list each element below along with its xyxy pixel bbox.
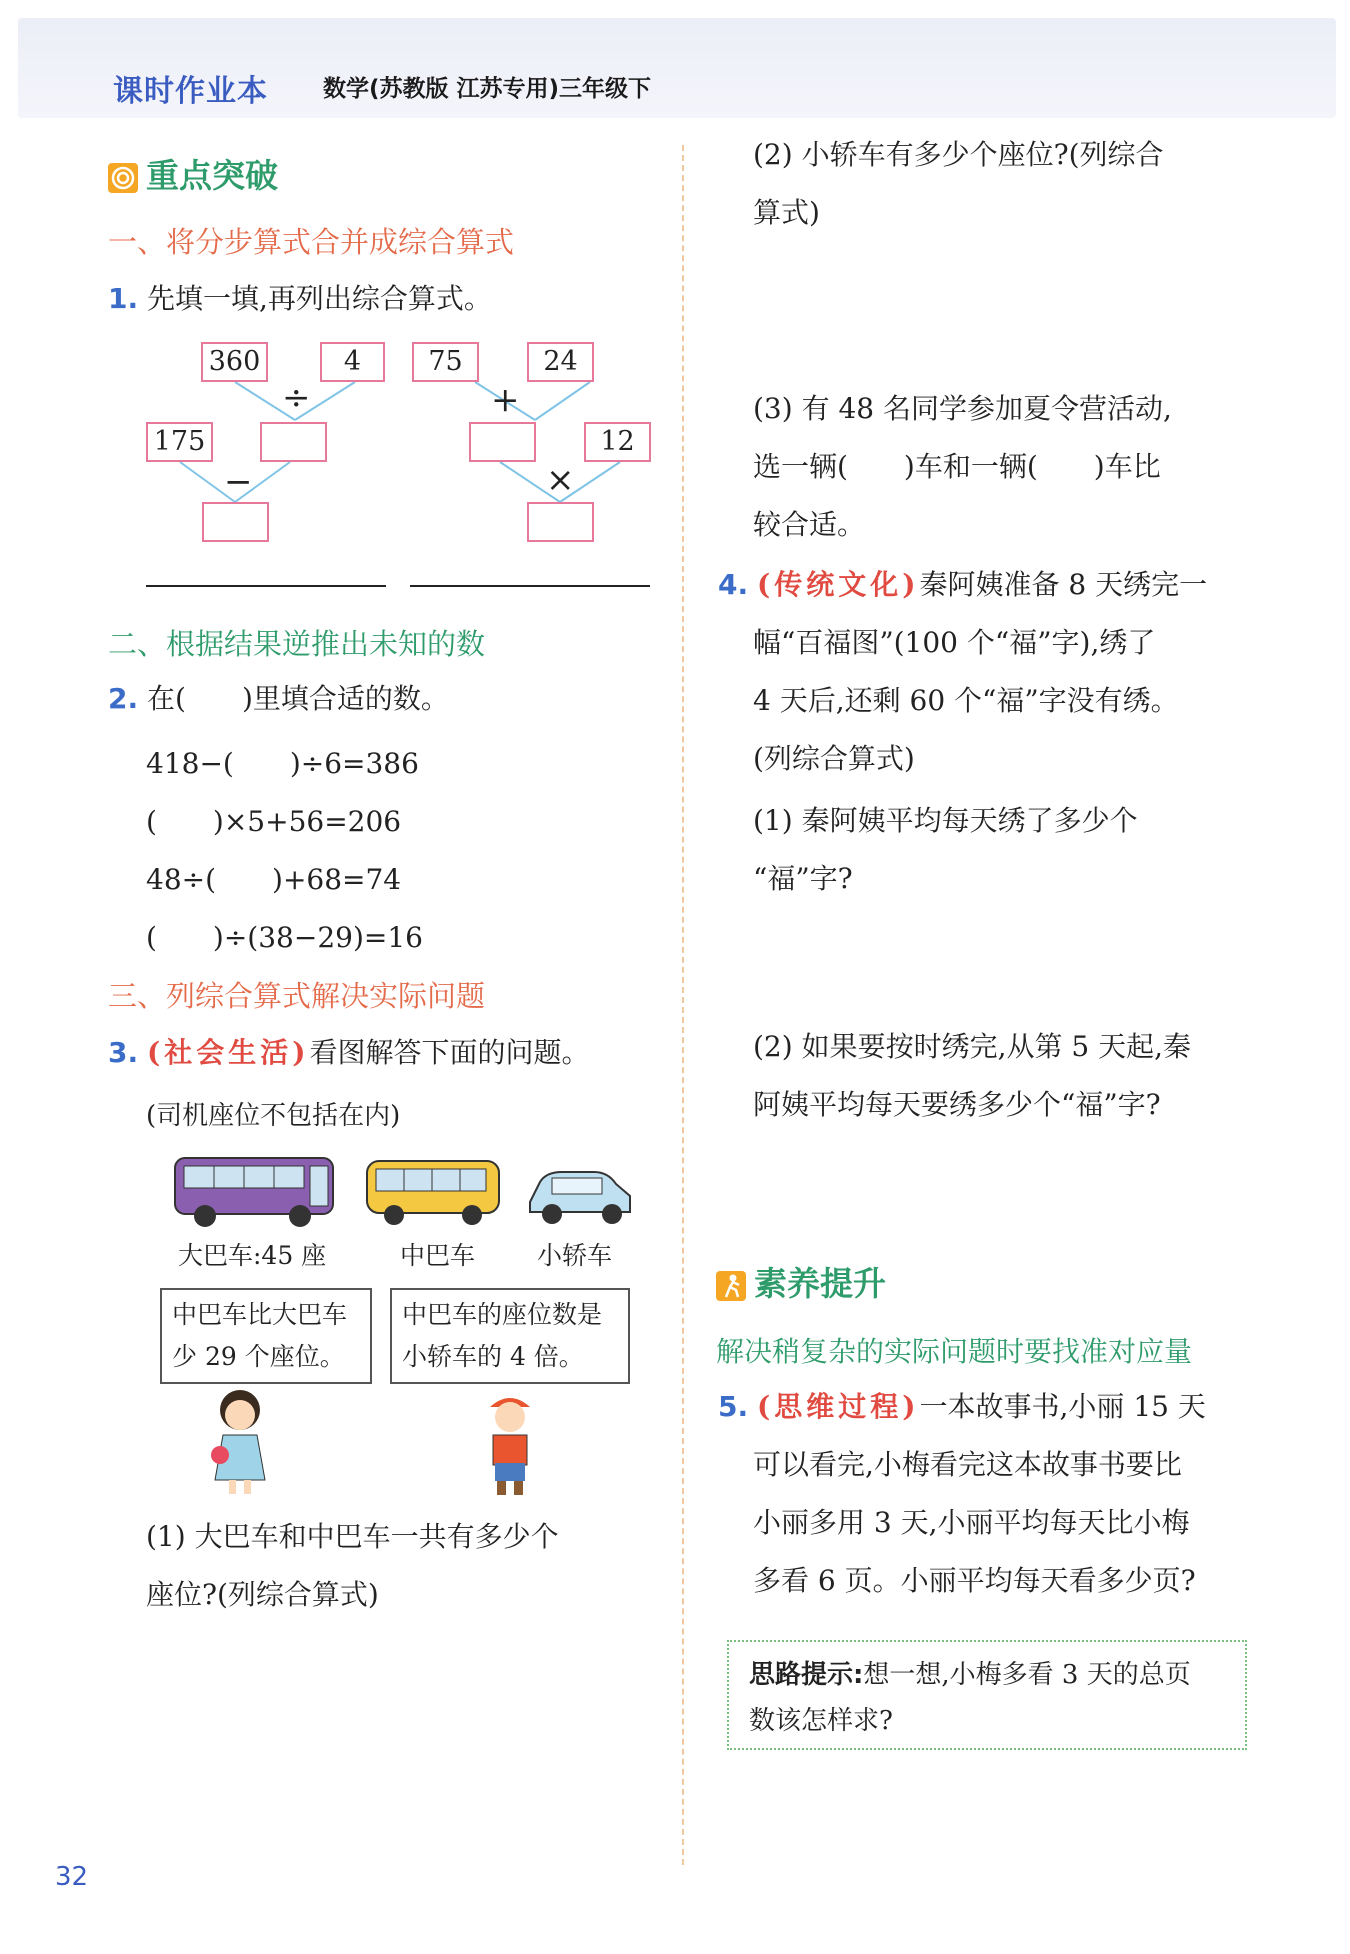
bubble-line: 小轿车的 4 倍。 [402,1342,584,1371]
number-box: 75 [412,342,479,382]
section-subheading: 解决稍复杂的实际问题时要找准对应量 [716,1335,1193,1368]
answer-box[interactable] [260,422,327,462]
number-box: 175 [146,422,213,462]
number-box: 4 [320,342,385,382]
bubble-line: 少 29 个座位。 [172,1342,345,1371]
question-text: 在( )里填合适的数。 [147,682,449,715]
operator: × [546,460,575,500]
question-4-1 [753,792,1138,908]
question-line: (3) 有 48 名同学参加夏令营活动, [753,392,1172,425]
question-1 [108,270,492,328]
vehicle-label-minibus: 中巴车 [400,1241,476,1270]
question-line: (2) 小轿车有多少个座位?(列综合 [753,138,1164,171]
operator: ÷ [282,378,311,418]
page-header [18,18,1336,118]
question-line: 座位?(列综合算式) [146,1578,379,1611]
number-box: 12 [584,422,651,462]
question-line: (1) 大巴车和中巴车一共有多少个 [146,1520,559,1553]
question-line: 一本故事书,小丽 15 天 [919,1390,1206,1423]
runner-icon [716,1271,746,1301]
car-icon [522,1160,637,1230]
speech-bubble-girl [160,1288,372,1384]
question-text: 先填一填,再列出综合算式。 [147,282,492,315]
book-brand: 课时作业本 [113,74,268,109]
question-line: 算式) [753,196,820,229]
part-heading-1: 一、将分步算式合并成综合算式 [108,225,515,259]
answer-box[interactable] [527,502,594,542]
equation-line[interactable]: ( )×5+56=206 [146,805,402,838]
vehicle-label-bus: 大巴车:45 座 [178,1241,327,1270]
column-divider [682,145,684,1865]
equation-line[interactable]: 48÷( )+68=74 [146,863,402,896]
question-line: 多看 6 页。小丽平均每天看多少页? [753,1564,1196,1597]
question-line: 4 天后,还剩 60 个“福”字没有绣。 [753,684,1179,717]
question-line: “福”字? [753,862,853,895]
operator: − [224,462,253,502]
question-number: 1. [108,282,139,315]
girl-icon [205,1385,275,1500]
question-2 [108,670,449,728]
question-4 [718,556,1278,788]
section-title: 重点突破 [146,156,278,195]
part-heading-2: 二、根据结果逆推出未知的数 [108,627,486,661]
question-tag: (思维过程) [757,1390,920,1423]
number-box: 360 [201,342,268,382]
spiral-icon [108,163,138,193]
page-number: 32 [55,1862,89,1892]
boy-icon [475,1385,545,1500]
book-subtitle: 数学(苏教版 江苏专用)三年级下 [323,76,652,102]
hint-box [727,1640,1247,1750]
question-line: 小丽多用 3 天,小丽平均每天比小梅 [753,1506,1190,1539]
minibus-icon [362,1155,507,1230]
question-line: 幅“百福图”(100 个“福”字),绣了 [753,626,1156,659]
question-3 [108,1024,590,1082]
question-text: 看图解答下面的问题。 [309,1036,590,1069]
question-note: (司机座位不包括在内) [146,1101,401,1131]
operator: + [491,380,520,420]
answer-line[interactable] [146,585,386,587]
question-line: (列综合算式) [753,742,915,775]
hint-label: 思路提示: [749,1660,864,1690]
question-line: 阿姨平均每天要绣多少个“福”字? [753,1088,1161,1121]
question-line: 可以看完,小梅看完这本故事书要比 [753,1448,1182,1481]
question-5 [718,1378,1278,1610]
question-3-3 [753,380,1172,554]
hint-line: 数该怎样求? [749,1706,893,1736]
question-number: 5. [718,1390,749,1423]
question-number: 3. [108,1036,139,1069]
number-box: 24 [527,342,594,382]
question-tag: (社会生活) [147,1036,310,1069]
bubble-line: 中巴车的座位数是 [402,1300,603,1329]
question-3-2 [753,126,1164,242]
question-line: 选一辆( )车和一辆( )车比 [753,450,1161,483]
hint-line: 想一想,小梅多看 3 天的总页 [863,1660,1191,1690]
bubble-line: 中巴车比大巴车 [172,1300,348,1329]
vehicle-label-car: 小轿车 [537,1241,613,1270]
question-line: (1) 秦阿姨平均每天绣了多少个 [753,804,1138,837]
section-title: 素养提升 [754,1264,886,1303]
part-heading-3: 三、列综合算式解决实际问题 [108,979,486,1013]
speech-bubble-boy [390,1288,630,1384]
question-number: 2. [108,682,139,715]
section-heading-key-points [108,150,278,197]
question-4-2 [753,1018,1191,1134]
equation-line[interactable]: 418−( )÷6=386 [146,747,419,780]
bus-icon [170,1150,340,1230]
question-number: 4. [718,568,749,601]
answer-box[interactable] [469,422,536,462]
equation-line[interactable]: ( )÷(38−29)=16 [146,921,423,954]
answer-line[interactable] [410,585,650,587]
question-3-1 [146,1508,559,1624]
answer-box[interactable] [202,502,269,542]
question-line: 较合适。 [753,508,866,541]
question-line: 秦阿姨准备 8 天绣完一 [919,568,1208,601]
question-line: (2) 如果要按时绣完,从第 5 天起,秦 [753,1030,1191,1063]
question-tag: (传统文化) [757,568,920,601]
section-heading-improve [716,1258,886,1305]
